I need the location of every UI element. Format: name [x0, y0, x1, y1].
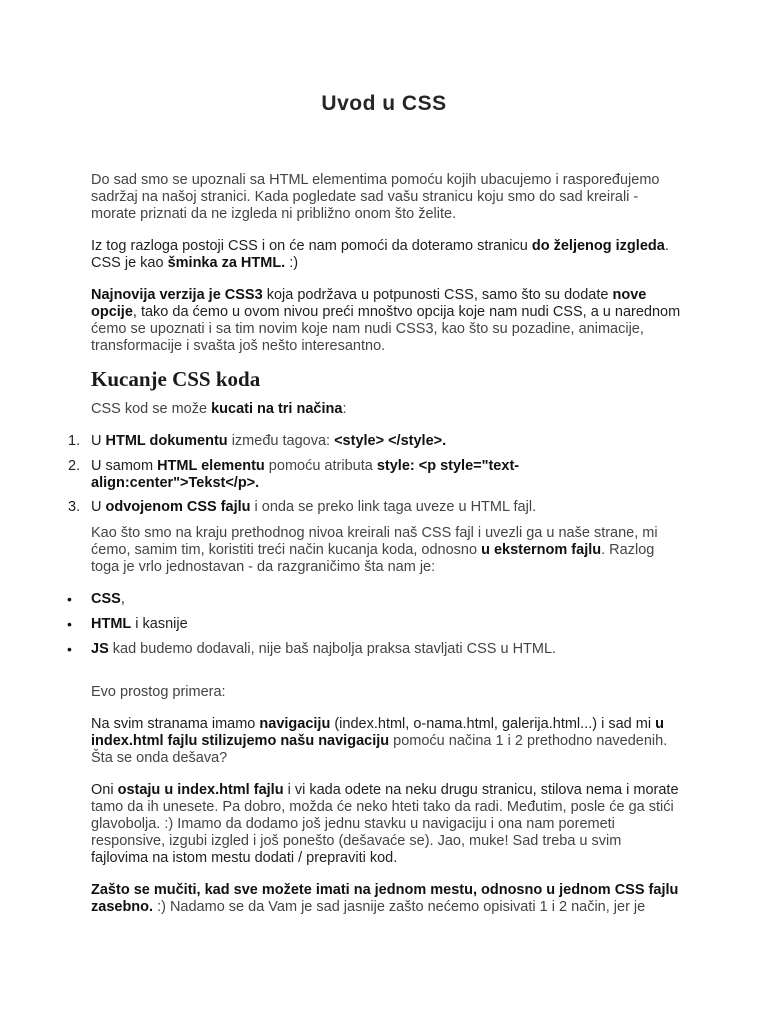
text-run: pomoću atributa	[264, 458, 377, 474]
text-run: koja podržava u potpunosti CSS, samo što su dodate	[262, 287, 613, 303]
bold-run: JS	[91, 641, 109, 657]
text-run: Oni	[91, 782, 118, 798]
intro-paragraph-1-line-1: Do sad smo se upoznali sa HTML elementima pomoću kojih ubacujemo i raspoređujemo	[91, 172, 660, 188]
bold-run: u	[655, 716, 664, 732]
text-run: U	[91, 499, 106, 515]
text-run: (index.html, o-nama.html, galerija.html...) i sad mi	[330, 716, 656, 732]
text-run: U samom	[91, 458, 158, 474]
text-run: .	[664, 238, 669, 254]
bold-run: kucati na tri načina	[211, 401, 343, 417]
example-paragraph-3-line-1: Zašto se mučiti, kad sve možete imati na jednom mestu, odnosno u jednom CSS fajlu	[91, 882, 679, 898]
bold-run: HTML	[91, 616, 132, 632]
list-item-3	[91, 499, 536, 516]
bold-run: odvojenom CSS fajlu	[105, 499, 251, 515]
example-paragraph-2-line-2: tamo da ih unesete. Pa dobro, možda će neko hteti tako da radi. Međutim, posle će ga stići	[91, 799, 674, 815]
bold-run: <style> </style>.	[334, 433, 447, 449]
text-run: ,	[120, 591, 125, 607]
example-paragraph-2-line-4: responsive, izgubi izgled i još ponešto (dešavaće se). Jao, muke! Sad treba u svim	[91, 833, 622, 849]
list-item-2-line-1	[91, 458, 519, 475]
list-item-2-line-2	[91, 475, 259, 492]
bold-run: index.html fajlu stilizujemo našu navigaciju	[91, 733, 390, 749]
list-number: 2.	[68, 458, 81, 474]
example-paragraph-2-line-1	[91, 782, 679, 799]
example-lead: Evo prostog primera:	[91, 684, 226, 700]
example-paragraph-1-line-1	[91, 716, 664, 733]
text-run: U	[91, 433, 106, 449]
text-run: CSS je kao	[91, 255, 168, 271]
text-run: CSS kod se može	[91, 401, 212, 417]
text-run: pomoću načina 1 i 2 prethodno navedenih.	[389, 733, 668, 749]
bullet-dot: •	[67, 641, 72, 657]
intro-paragraph-3-line-2	[91, 304, 680, 321]
bold-run: do željenog izgleda	[531, 238, 665, 254]
bold-run: u eksternom fajlu	[481, 542, 602, 558]
text-run: kad budemo dodavali, nije baš najbolja praksa stavljati CSS u HTML.	[108, 641, 557, 657]
after-list-line-3: toga je vrlo jednostavan - da razgraničimo šta nam je:	[91, 559, 436, 575]
text-run: Iz tog razloga postoji CSS i on će nam pomoći da doteramo stranicu	[91, 238, 532, 254]
text-run: :) Nadamo se da Vam je sad jasnije zašto nećemo opisivati 1 i 2 način, jer je	[153, 899, 646, 915]
intro-paragraph-2-line-2	[91, 255, 298, 272]
list-number: 3.	[68, 499, 81, 515]
section-heading: Kucanje CSS koda	[91, 367, 261, 391]
text-run: :	[342, 401, 347, 417]
intro-paragraph-3-line-3: ćemo se upoznati i sa tim novim koje nam nudi CSS3, kao što su pozadine, animacije,	[91, 321, 644, 337]
text-run: , tako da ćemo u ovom nivou preći mnoštvo opcija koje nam nudi CSS, a u narednom	[132, 304, 681, 320]
bold-run: navigaciju	[259, 716, 331, 732]
text-run: i vi kada odete na neku drugu stranicu, stilova nema i morate	[283, 782, 679, 798]
bold-run: šminka za HTML.	[167, 255, 286, 271]
intro-paragraph-1-line-3: morate priznati da ne izgleda ni približno onom što želite.	[91, 206, 457, 222]
intro-paragraph-1-line-2: sadržaj na našoj stranici. Kada pogledate sad vašu stranicu koju smo do sad kreirali -	[91, 189, 639, 205]
list-number: 1.	[68, 433, 81, 449]
bold-run: zasebno.	[91, 899, 154, 915]
list-item-1	[91, 433, 446, 450]
bold-run: Najnovija verzija je CSS3	[91, 287, 263, 303]
bold-run: CSS	[91, 591, 121, 607]
bold-run: HTML dokumentu	[105, 433, 228, 449]
text-run: Na svim stranama imamo	[91, 716, 260, 732]
bullet-item-1	[91, 591, 125, 608]
example-paragraph-3-line-2	[91, 899, 645, 916]
bullet-item-3	[91, 641, 556, 658]
page-title: Uvod u CSS	[321, 92, 447, 115]
text-run: između tagova:	[227, 433, 335, 449]
text-run: :)	[285, 255, 299, 271]
bold-run: HTML elementu	[157, 458, 265, 474]
text-run: . Razlog	[601, 542, 655, 558]
example-paragraph-1-line-2	[91, 733, 667, 750]
example-paragraph-2-line-3: glavobolja. :) Imamo da dodamo još jednu stavku u navigaciju i ona nam poremeti	[91, 816, 615, 832]
bold-run: style: <p style="text-	[376, 458, 520, 474]
intro-paragraph-2-line-1	[91, 238, 669, 255]
bullet-dot: •	[67, 616, 72, 632]
after-list-line-1: Kao što smo na kraju prethodnog nivoa kreirali naš CSS fajl i uvezli ga u naše strane, mi	[91, 525, 658, 541]
bullet-item-2	[91, 616, 188, 633]
bold-run: ostaju u index.html fajlu	[117, 782, 284, 798]
intro-paragraph-3-line-1	[91, 287, 646, 304]
text-run: ćemo, samim tim, koristiti treći način kucanja koda, odnosno	[91, 542, 482, 558]
after-list-line-2	[91, 542, 654, 559]
bold-run: opcije	[91, 304, 133, 320]
intro-paragraph-3-line-4: transformacije i svašta još nešto interesantno.	[91, 338, 386, 354]
text-run: i onda se preko link taga uveze u HTML fajl.	[250, 499, 537, 515]
example-paragraph-2-line-5: fajlovima na istom mestu dodati / prepraviti kod.	[91, 850, 398, 866]
section-lead	[91, 401, 346, 418]
bold-run: nove	[612, 287, 647, 303]
bold-run: align:center">Tekst</p>.	[91, 475, 260, 491]
bullet-dot: •	[67, 591, 72, 607]
text-run: i kasnije	[131, 616, 188, 632]
example-paragraph-1-line-3: Šta se onda dešava?	[91, 750, 228, 766]
